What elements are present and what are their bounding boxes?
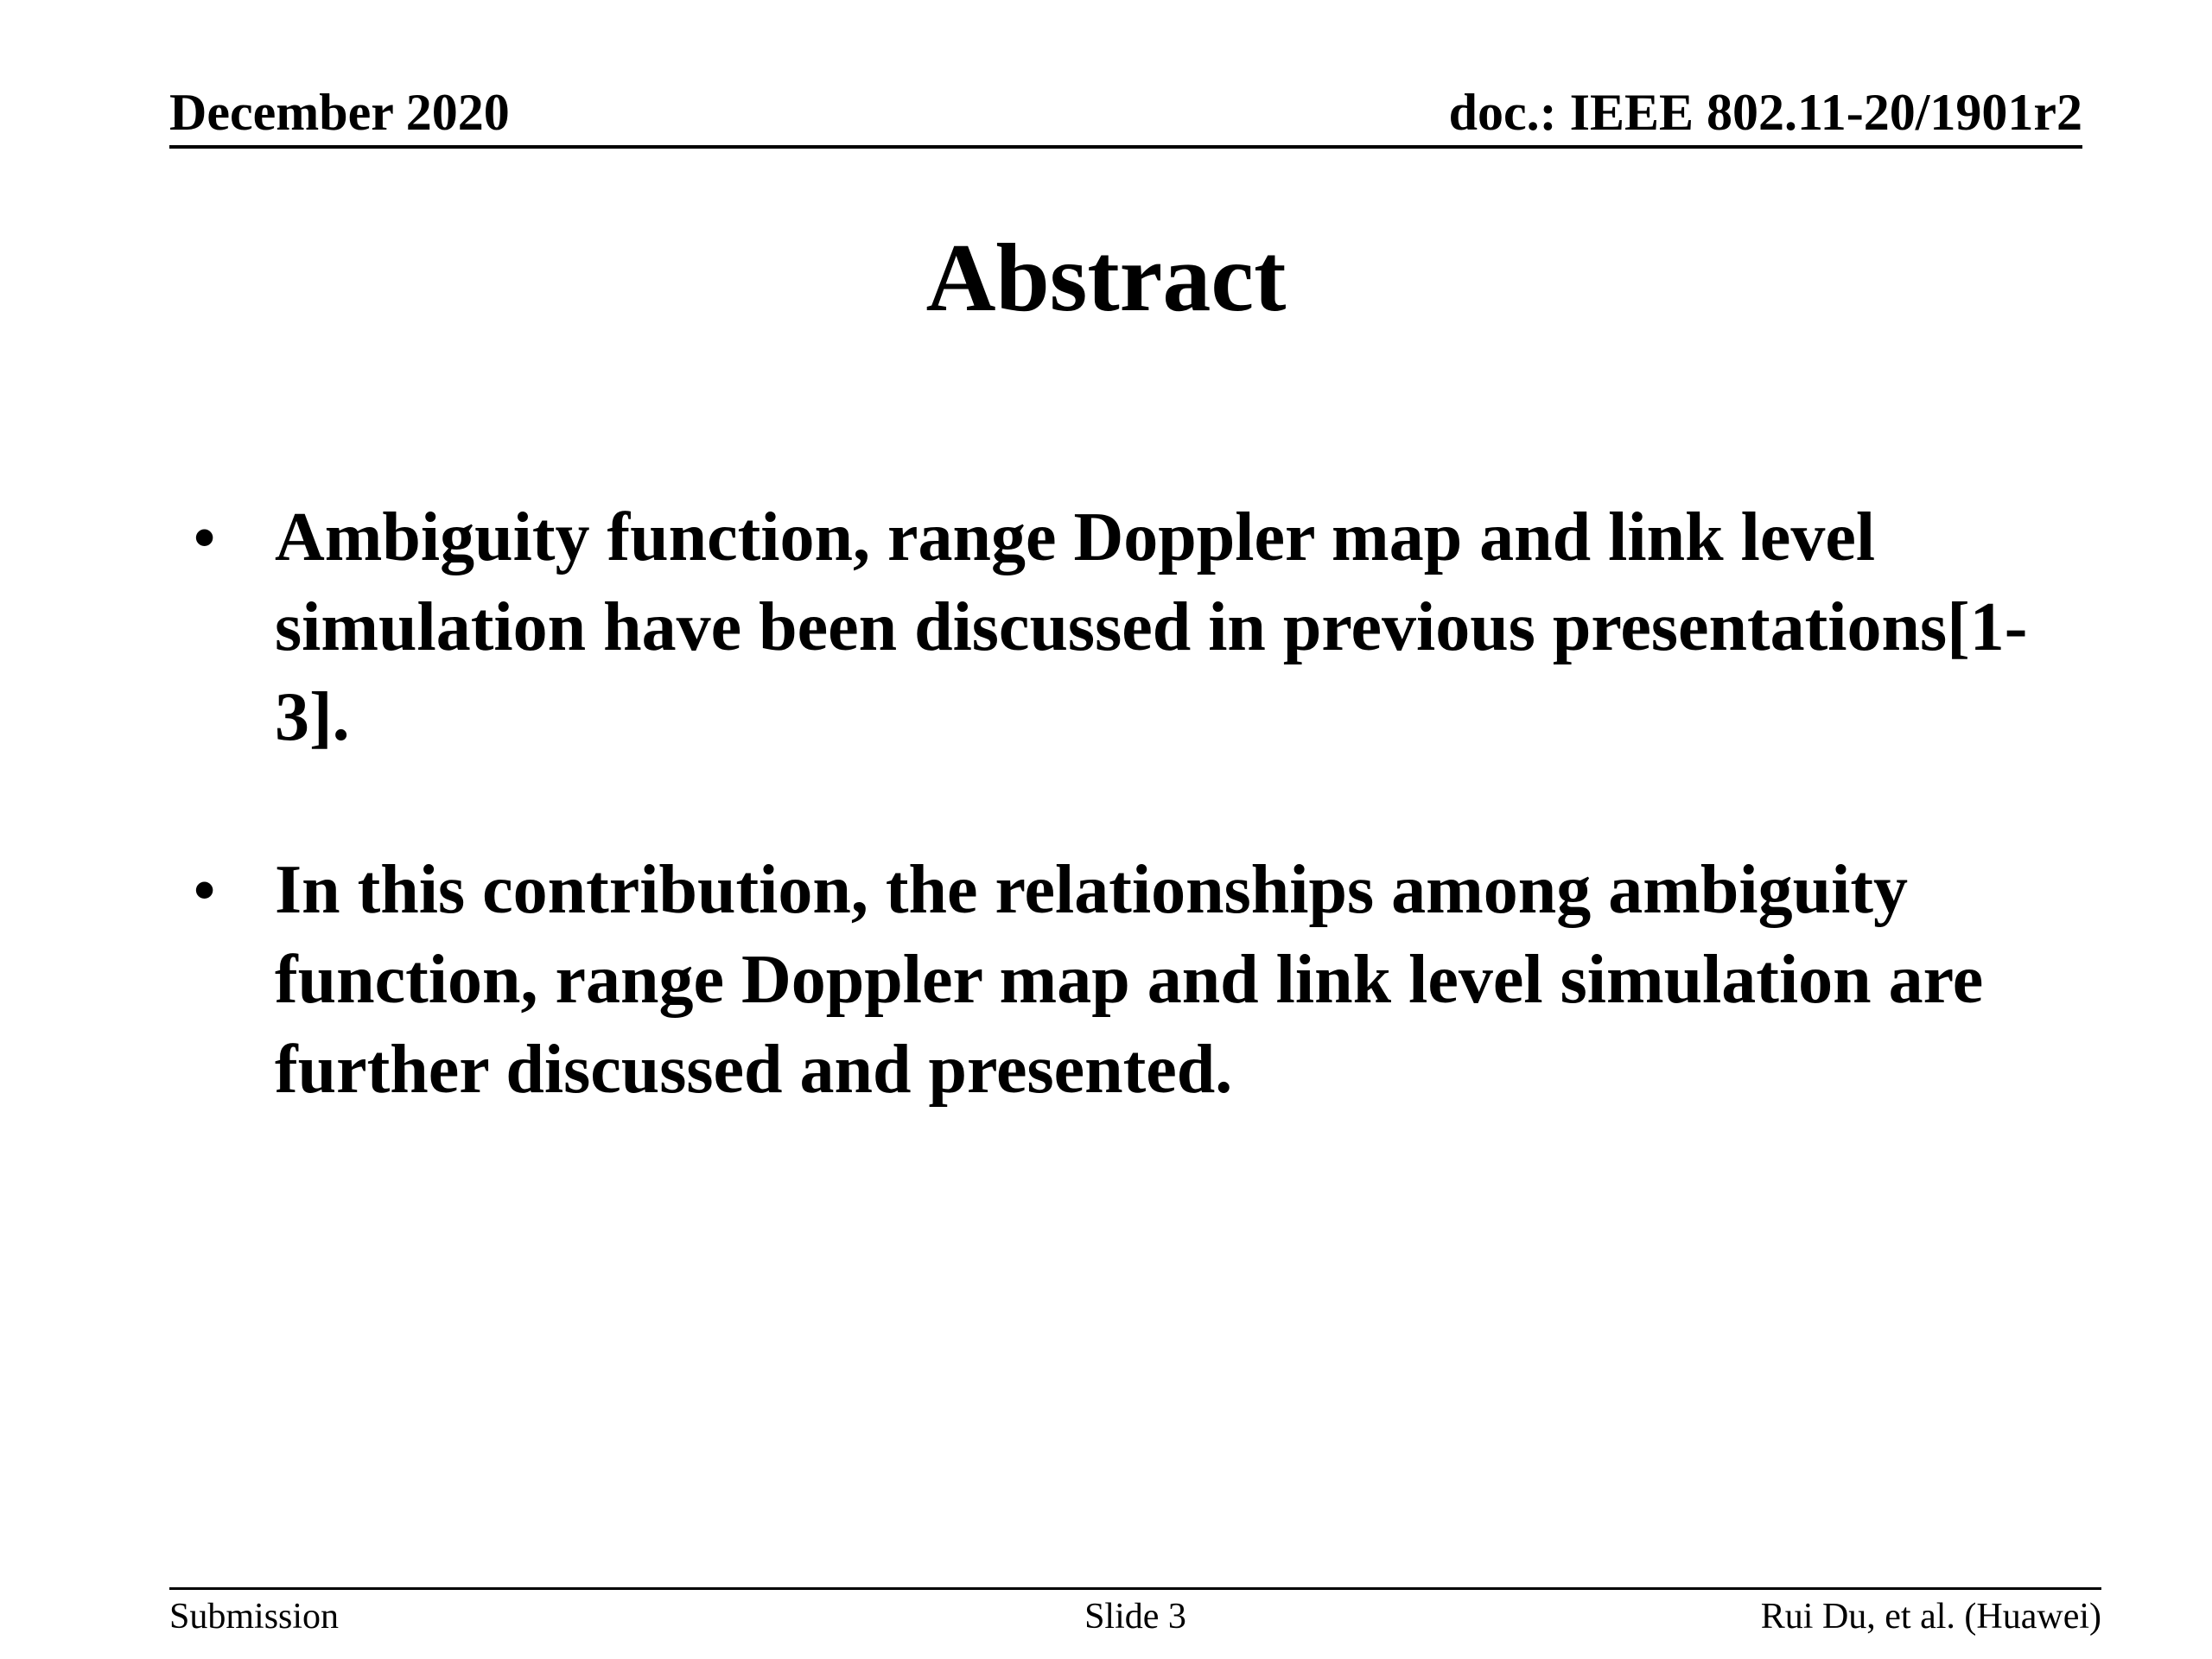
bullet-item (169, 845, 2088, 1115)
footer-divider (169, 1587, 2101, 1590)
bullet-symbol: • (194, 503, 216, 572)
slide-header (169, 83, 2082, 149)
bullet-item (169, 493, 2088, 762)
footer-submission: Submission (169, 1597, 340, 1637)
header-doc-id: doc.: IEEE 802.11-20/1901r2 (1448, 84, 2082, 141)
bullet-symbol: • (194, 855, 216, 925)
bullet-text: Ambiguity function, range Doppler map and link level simulation have been discussed in previous presentations[1-3]. (275, 499, 2028, 755)
bullet-text: In this contribution, the relationships among ambiguity function, range Doppler map and link level simulation are further discussed and presented. (275, 852, 1984, 1108)
footer-slide-number: Slide 3 (1084, 1597, 1186, 1637)
header-date: December 2020 (169, 84, 510, 141)
footer-author: Rui Du, et al. (Huawei) (1760, 1597, 2101, 1637)
bullet-list (169, 493, 2088, 1198)
slide-title: Abstract (925, 225, 1287, 332)
